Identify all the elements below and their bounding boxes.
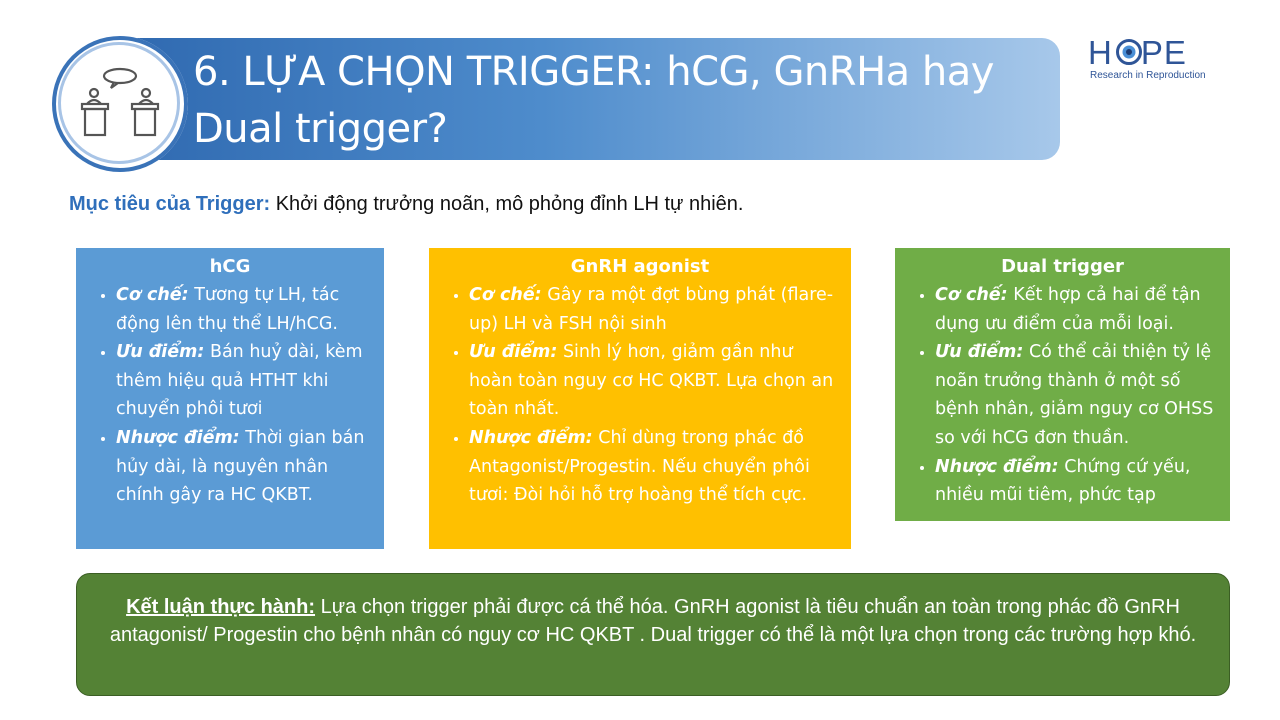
item-text: Sinh lý hơn, giảm gần như hoàn toàn nguy cơ HC QKBT. Lựa chọn an toàn nhất.	[469, 342, 834, 420]
conclusion-box	[76, 573, 1230, 696]
title-emblem	[52, 36, 188, 172]
item-label: Ưu điểm:	[469, 342, 558, 363]
logo-subtitle: Research in Reproduction	[1090, 70, 1206, 81]
gnrh-box-title: GnRH agonist	[570, 256, 710, 277]
dual-list	[905, 281, 1220, 510]
objective-label: Mục tiêu của Trigger:	[69, 193, 271, 215]
page-title	[193, 44, 1033, 158]
discussion-podium-icon	[80, 66, 160, 138]
list-item	[935, 338, 1220, 452]
item-label: Nhược điểm:	[116, 427, 240, 448]
item-label: Cơ chế:	[469, 285, 542, 305]
list-item	[469, 424, 841, 510]
dual-box-title: Dual trigger	[1001, 256, 1124, 277]
dual-trigger-box	[895, 248, 1230, 521]
item-label: Nhược điểm:	[935, 456, 1059, 477]
title-line-2: Dual trigger?	[193, 106, 448, 152]
eye-icon	[1116, 39, 1142, 65]
list-item	[469, 338, 841, 424]
list-item	[116, 281, 374, 338]
item-label: Ưu điểm:	[116, 342, 205, 363]
item-text: Có thể cải thiện tỷ lệ noãn trưởng thành ở một số bệnh nhân, giảm nguy cơ OHSS so với hCG đơn thuần.	[935, 342, 1214, 448]
item-text: Kết hợp cả hai để tận dụng ưu điểm của mỗi loại.	[935, 285, 1201, 334]
objective-text: Khởi động trưởng noãn, mô phỏng đỉnh LH tự nhiên.	[270, 193, 744, 215]
logo-word-start: H	[1088, 34, 1113, 71]
hope-logo	[1088, 36, 1208, 82]
objective-line	[69, 193, 743, 216]
item-label: Nhược điểm:	[469, 427, 593, 448]
hcg-box-title: hCG	[209, 256, 251, 277]
item-label: Cơ chế:	[116, 285, 189, 305]
logo-word-end: PE	[1140, 34, 1187, 71]
hcg-list	[86, 281, 374, 510]
gnrh-agonist-box	[429, 248, 851, 549]
item-label: Cơ chế:	[935, 285, 1008, 305]
list-item	[116, 424, 374, 510]
item-text: Gây ra một đợt bùng phát (flare-up) LH và FSH nội sinh	[469, 285, 834, 334]
list-item	[935, 281, 1220, 338]
item-text: Bán huỷ dài, kèm thêm hiệu quả HTHT khi chuyển phôi tươi	[116, 342, 363, 420]
list-item	[469, 281, 841, 338]
gnrh-list	[439, 281, 841, 510]
conclusion-label: Kết luận thực hành:	[126, 596, 316, 618]
title-line-1: 6. LỰA CHỌN TRIGGER: hCG, GnRHa hay	[193, 49, 994, 95]
conclusion-text: Lựa chọn trigger phải được cá thể hóa. GnRH agonist là tiêu chuẩn an toàn trong phác đồ GnRH antagonist/ Progestin cho bệnh nhân có nguy cơ HC QKBT . Dual trigger có thể là một lựa chọn trong các trường hợp khó.	[109, 596, 1197, 646]
item-text: Chứng cứ yếu, nhiều mũi tiêm, phức tạp	[935, 456, 1191, 506]
list-item	[935, 453, 1220, 510]
item-text: Tương tự LH, tác động lên thụ thể LH/hCG.	[116, 285, 340, 334]
item-text: Thời gian bán hủy dài, là nguyên nhân chính gây ra HC QKBT.	[116, 427, 365, 506]
item-text: Chỉ dùng trong phác đồ Antagonist/Progestin. Nếu chuyển phôi tươi: Đòi hỏi hỗ trợ hoàng thể tích cực.	[469, 427, 810, 506]
hcg-box	[76, 248, 384, 549]
list-item	[116, 338, 374, 424]
item-label: Ưu điểm:	[935, 342, 1024, 363]
